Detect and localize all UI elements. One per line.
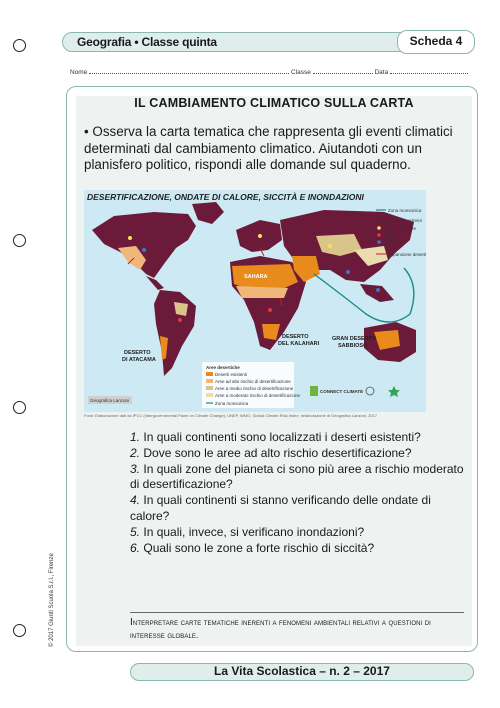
kalahari-label: DEL KALAHARI xyxy=(278,341,320,347)
legend-drought: Siccità xyxy=(383,233,397,238)
map-title: DESERTIFICAZIONE, ONDATE DI CALORE, SICCITÀ E INONDAZIONI xyxy=(87,192,364,202)
heat-wave-symbol xyxy=(258,234,262,238)
legend-desert-title: Aree desertiche xyxy=(206,365,240,370)
legend-existing-deserts: Deserti esistenti xyxy=(215,372,248,377)
subject-title: Geografia • Classe quinta xyxy=(77,35,217,49)
class-label: Classe xyxy=(290,69,311,76)
page-title: IL CAMBIAMENTO CLIMATICO SULLA CARTA xyxy=(134,96,414,110)
atacama-label: DESERTO xyxy=(124,350,151,356)
heat-wave-symbol xyxy=(328,244,332,248)
question-item: 5. In quali, invece, si verificano inondazioni? xyxy=(130,524,365,539)
great-sandy-desert-label: SABBIOSO xyxy=(338,343,368,349)
legend-medium-risk: Aree a medio rischio di desertificazione xyxy=(215,386,294,391)
star-logo-icon xyxy=(388,386,400,397)
legend-desert-expansion: Espansione deserti xyxy=(388,252,426,257)
sheet-tab: Scheda 4 xyxy=(397,30,475,54)
kalahari-label: DESERTO xyxy=(282,334,309,340)
drought-symbol xyxy=(268,308,272,312)
footer-bar: La Vita Scolastica – n. 2 – 2017 xyxy=(130,663,474,681)
thematic-map xyxy=(84,190,426,412)
legend-monsoon-zone: Zona monsonica xyxy=(215,401,249,406)
copyright-notice: © 2017 Giunti Scuola S.r.l., Firenze xyxy=(49,553,55,647)
legend-monsoon-area: Zona monsonica xyxy=(388,208,422,213)
un-logo-icon xyxy=(366,387,374,395)
binder-hole xyxy=(13,624,26,637)
world-map-illustration xyxy=(84,190,426,412)
binder-hole xyxy=(13,39,26,52)
name-class-date-row xyxy=(70,68,470,76)
question-item: 4. In quali continenti si stanno verificando delle ondate di calore? xyxy=(130,493,431,523)
question-item: 2. Dove sono le aree ad alto rischio desertificazione? xyxy=(130,445,412,460)
drought-symbol xyxy=(178,318,182,322)
heat-wave-symbol xyxy=(128,236,132,240)
map-credit: Geografica Lanzoni xyxy=(90,398,130,403)
map-source-caption: Fonti: Elaborazione dati da IPCC (Intergovernmental Panel on Climate Change), UNEP, WMO, Global Climate Risk Index; rielaborazione di Geografica Lanzoni, 2017 xyxy=(84,413,377,418)
legend-high-risk: Aree ad alto rischio di desertificazione xyxy=(215,379,291,384)
question-item: 6. Quali sono le zone a forte rischio di siccità? xyxy=(130,540,375,555)
legend-heat-waves: Ondate di calore xyxy=(383,226,417,231)
date-field[interactable] xyxy=(390,68,468,74)
flood-symbol xyxy=(346,270,350,274)
atacama-label: DI ATACAMA xyxy=(122,357,156,363)
intro-text: • Osserva la carta tematica che rappresenta gli eventi climatici determinati dal cambiamento climatico. Aiutandoti con un planisfero politico, rispondi alle domande sul quaderno. xyxy=(84,124,453,172)
connect-climate-logo: CONNECT CLIMATE xyxy=(320,389,364,394)
southeast-asia-shape xyxy=(360,284,394,302)
date-label: Data xyxy=(374,69,389,76)
north-america-shape xyxy=(92,212,196,278)
sahel-risk-area xyxy=(236,286,288,298)
binder-hole xyxy=(13,401,26,414)
greenland-shape xyxy=(192,202,224,224)
learning-objective: Interpretare carte tematiche inerenti a fenomeni ambientali relativi a questioni di interesse globale. xyxy=(130,612,464,642)
legend-events-title: Eventi climatici estremi xyxy=(376,218,422,223)
question-item: 3. In quali zone del pianeta ci sono più aree a rischio moderato di desertificazione? xyxy=(130,461,464,492)
flood-symbol xyxy=(376,288,380,292)
name-field[interactable] xyxy=(89,68,289,74)
central-america-shape xyxy=(146,276,164,290)
legend-desert-areas xyxy=(202,362,301,408)
south-america-risk-area xyxy=(174,302,188,316)
question-list xyxy=(130,430,466,556)
header-bar xyxy=(62,32,474,52)
binder-hole xyxy=(13,234,26,247)
sahara-label: SAHARA xyxy=(244,274,268,280)
class-field[interactable] xyxy=(313,68,373,74)
flood-symbol xyxy=(142,248,146,252)
great-sandy-desert-label: GRAN DESERTO xyxy=(332,336,377,342)
question-item: 1. In quali continenti sono localizzati i deserti esistenti? xyxy=(130,430,421,444)
legend-low-risk: Aree a moderato rischio di desertificazione xyxy=(215,393,301,398)
name-label: Nome xyxy=(70,69,88,76)
legend-floods: Inondazioni xyxy=(383,240,407,245)
